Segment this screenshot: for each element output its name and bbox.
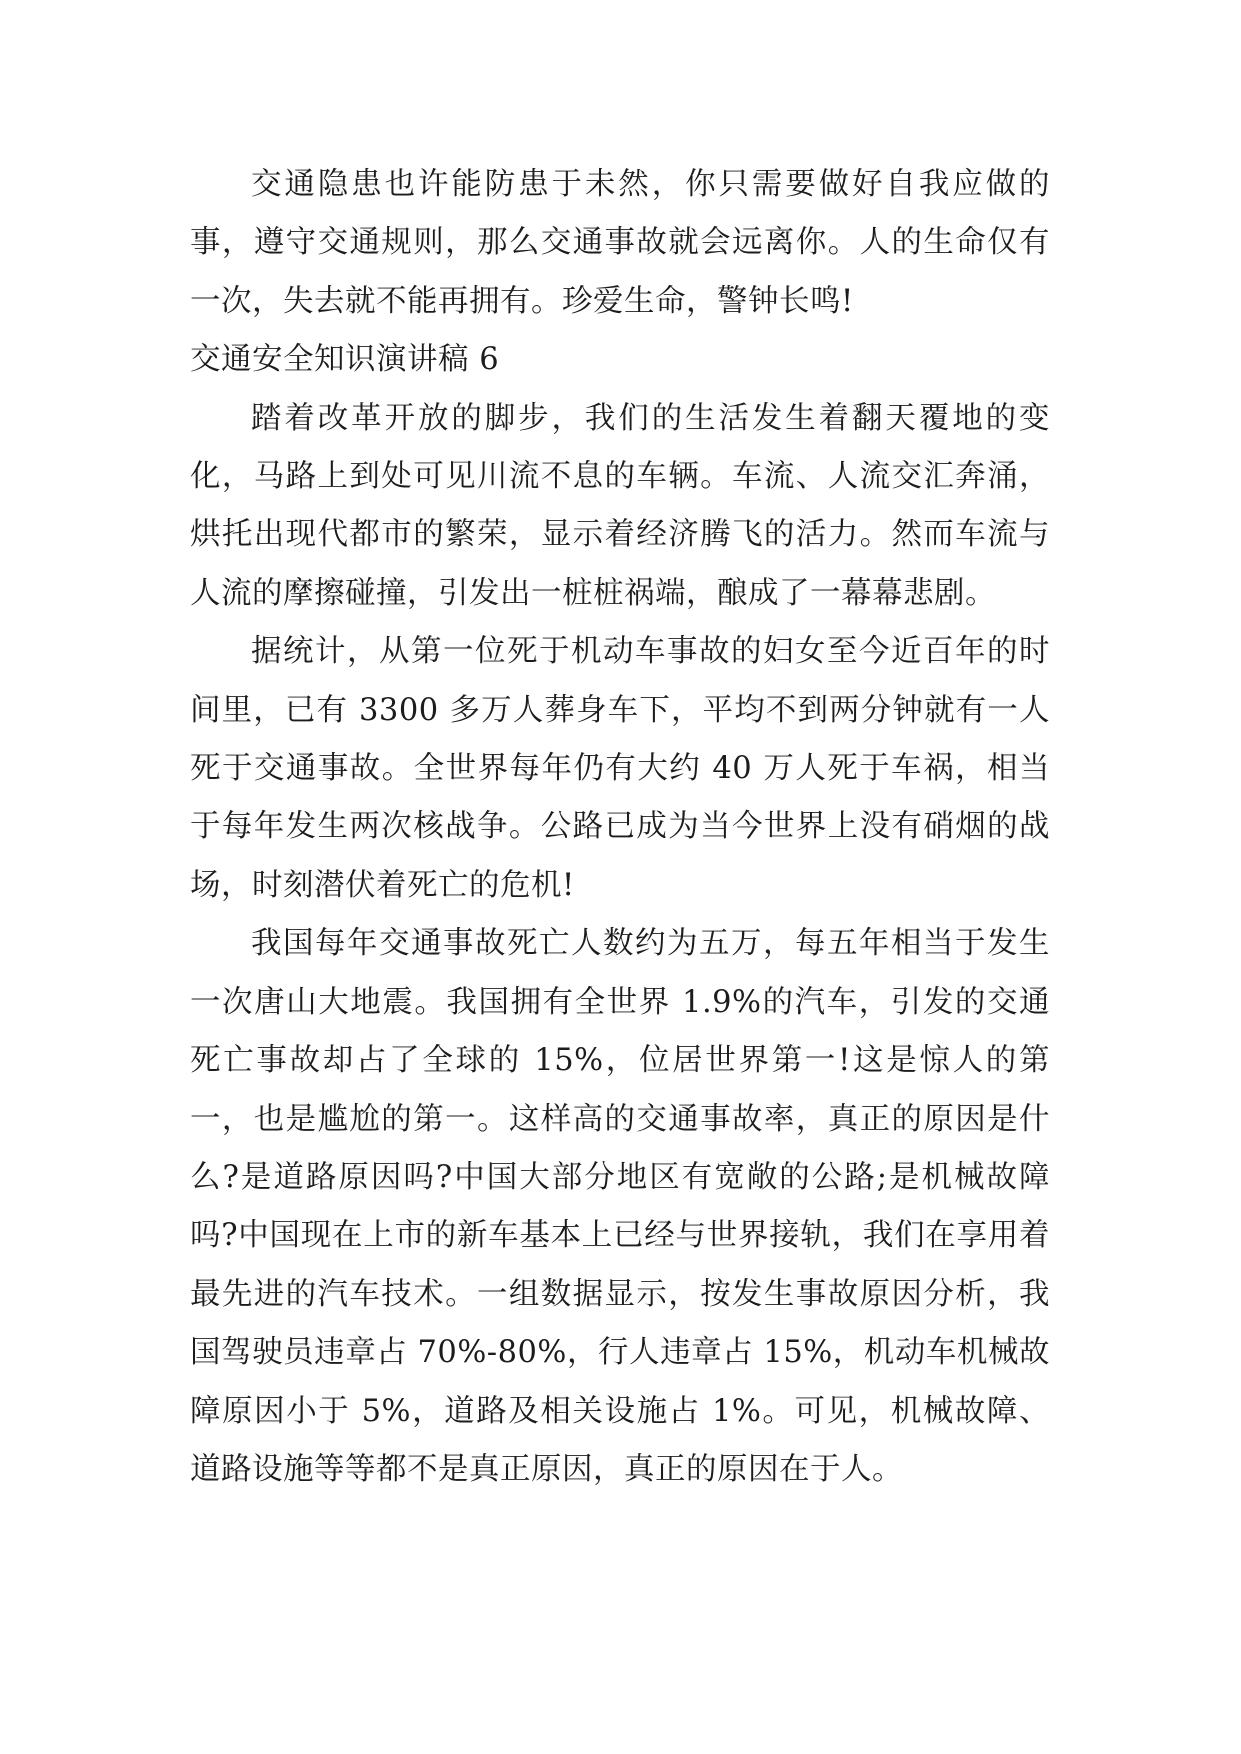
paragraph-1: 交通隐患也许能防患于未然，你只需要做好自我应做的事，遵守交通规则，那么交通事故就会远离你。人的生命仅有一次，失去就不能再拥有。珍爱生命，警钟长鸣! (190, 167, 1050, 319)
paragraph-3: 据统计，从第一位死于机动车事故的妇女至今近百年的时间里，已有 3300 多万人葬身车下，平均不到两分钟就有一人死于交通事故。全世界每年仍有大约 40 万人死于车祸，相当于每年发生两次核战争。公路已成为当今世界上没有硝烟的战场，时刻潜伏着死亡的危机! (190, 634, 1050, 903)
paragraph-2: 踏着改革开放的脚步，我们的生活发生着翻天覆地的变化，马路上到处可见川流不息的车辆。车流、人流交汇奔涌，烘托出现代都市的繁荣，显示着经济腾飞的活力。然而车流与人流的摩擦碰撞，引发出一桩桩祸端，酿成了一幕幕悲剧。 (190, 400, 1050, 611)
document-body (190, 156, 1050, 1499)
section-heading: 交通安全知识演讲稿 6 (190, 342, 500, 378)
paragraph-4: 我国每年交通事故死亡人数约为五万，每五年相当于发生一次唐山大地震。我国拥有全世界 1.9%的汽车，引发的交通死亡事故却占了全球的 15%，位居世界第一!这是惊人的第一，也是尴尬的第一。这样高的交通事故率，真正的原因是什么?是道路原因吗?中国大部分地区有宽敞的公路;是机械故障吗?中国现在上市的新车基本上已经与世界接轨，我们在享用着最先进的汽车技术。一组数据显示，按发生事故原因分析，我国驾驶员违章占 70%-80%，行人违章占 15%，机动车机械故障原因小于 5%，道路及相关设施占 1%。可见，机械故障、道路设施等等都不是真正原因，真正的原因在于人。 (190, 926, 1050, 1487)
